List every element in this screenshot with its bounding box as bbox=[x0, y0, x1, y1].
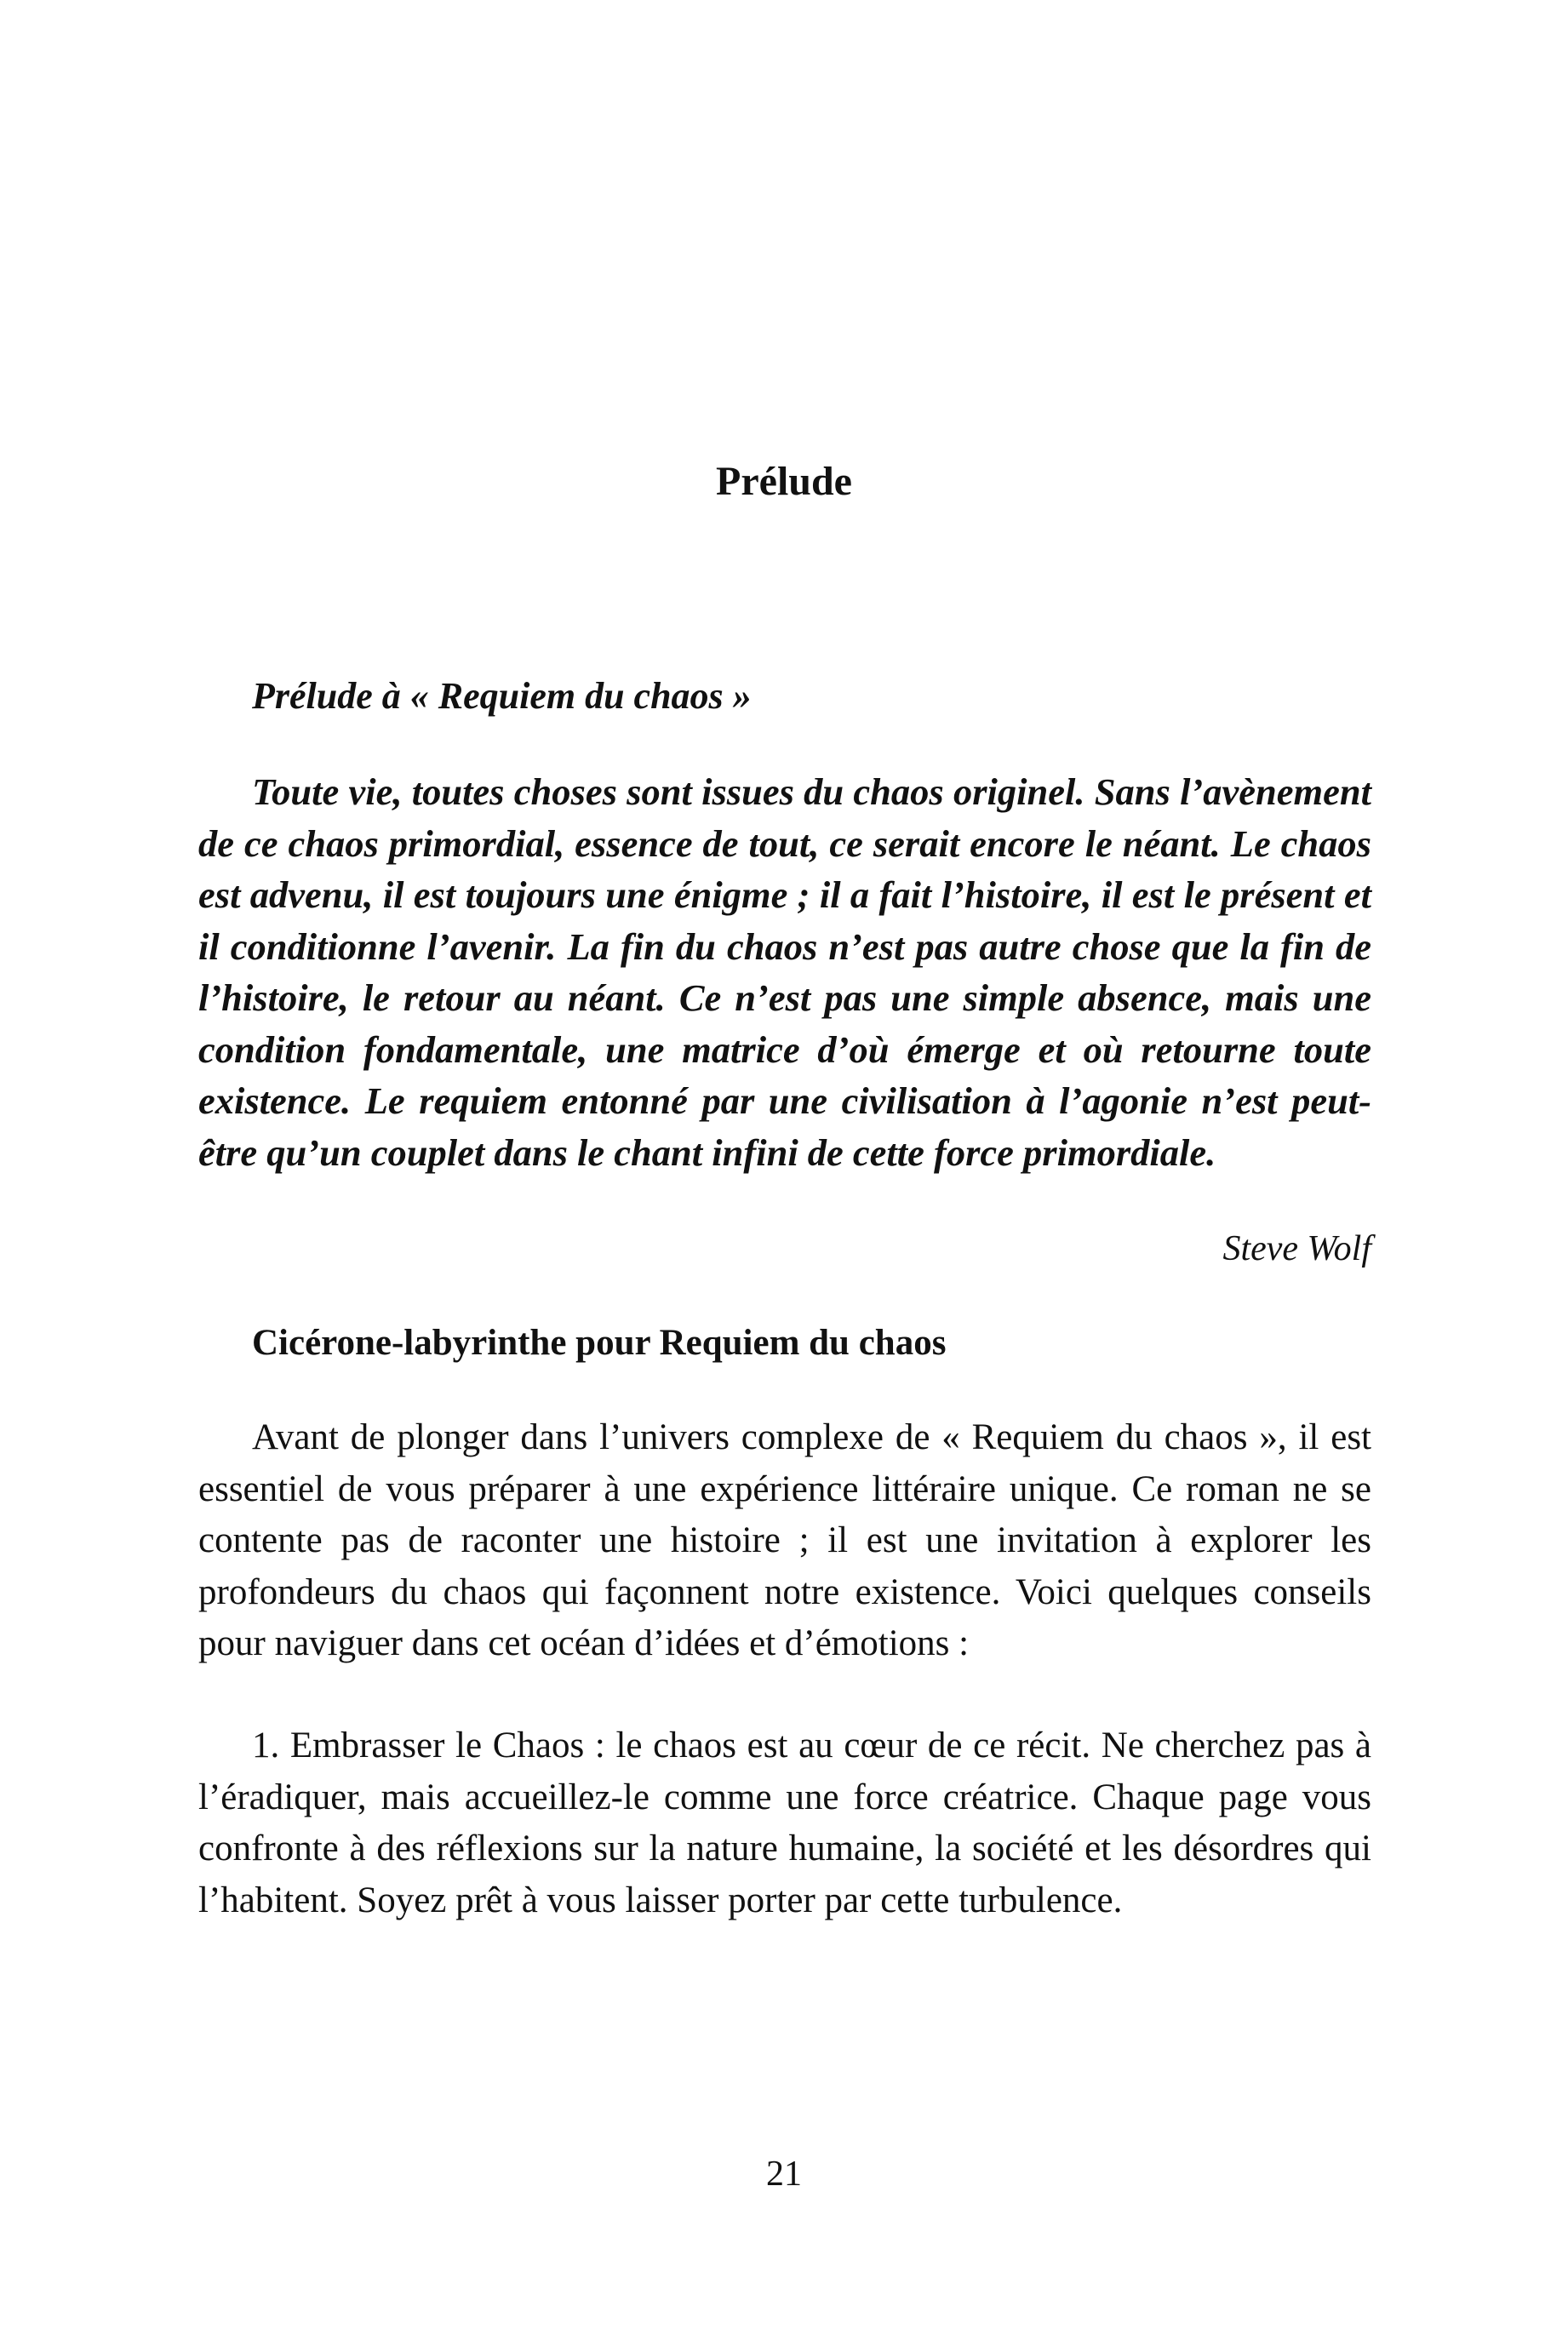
section-heading: Cicérone-labyrinthe pour Requiem du chaos bbox=[252, 1323, 947, 1363]
body-paragraph: Avant de plonger dans l’univers complexe de « Requiem du chaos », il est essentiel de vous préparer à une expérience littéraire unique. Ce roman ne se contente pas de raconter une histoire ; il est une invitation à explorer les profondeurs du chaos qui façonnent notre existence. Voici quelques conseils pour naviguer dans cet océan d’idées et d’émotions : bbox=[198, 1417, 1371, 1663]
body-paragraph-list-item: 1. Embrasser le Chaos : le chaos est au cœur de ce récit. Ne cherchez pas à l’éradiquer, mais accueillez-le comme une force créatrice. Chaque page vous confronte à des réflexions sur la nature humaine, la société et les désordres qui l’habitent. Soyez prêt à vous laisser porter par cette turbulence. bbox=[198, 1725, 1371, 1920]
chapter-title: Prélude bbox=[716, 459, 852, 504]
page-number: 21 bbox=[766, 2155, 802, 2194]
epigraph-author: Steve Wolf bbox=[1222, 1229, 1371, 1268]
epigraph-text: Toute vie, toutes choses sont issues du chaos originel. Sans l’avènement de ce chaos primordial, essence de tout, ce serait encore le néant. Le chaos est advenu, il est toujours une énigme ; il a fait l’histoire, il est le présent et il conditionne l’avenir. La fin du chaos n’est pas autre chose que la fin de l’histoire, le retour au néant. Ce n’est pas une simple absence, mais une condition fondamentale, une matrice d’où émerge et où retourne toute existence. Le requiem entonné par une civilisation à l’agonie n’est peut-être qu’un couplet dans le chant infini de cette force primordiale. bbox=[198, 770, 1371, 1174]
epigraph-heading: Prélude à « Requiem du chaos » bbox=[252, 675, 752, 717]
